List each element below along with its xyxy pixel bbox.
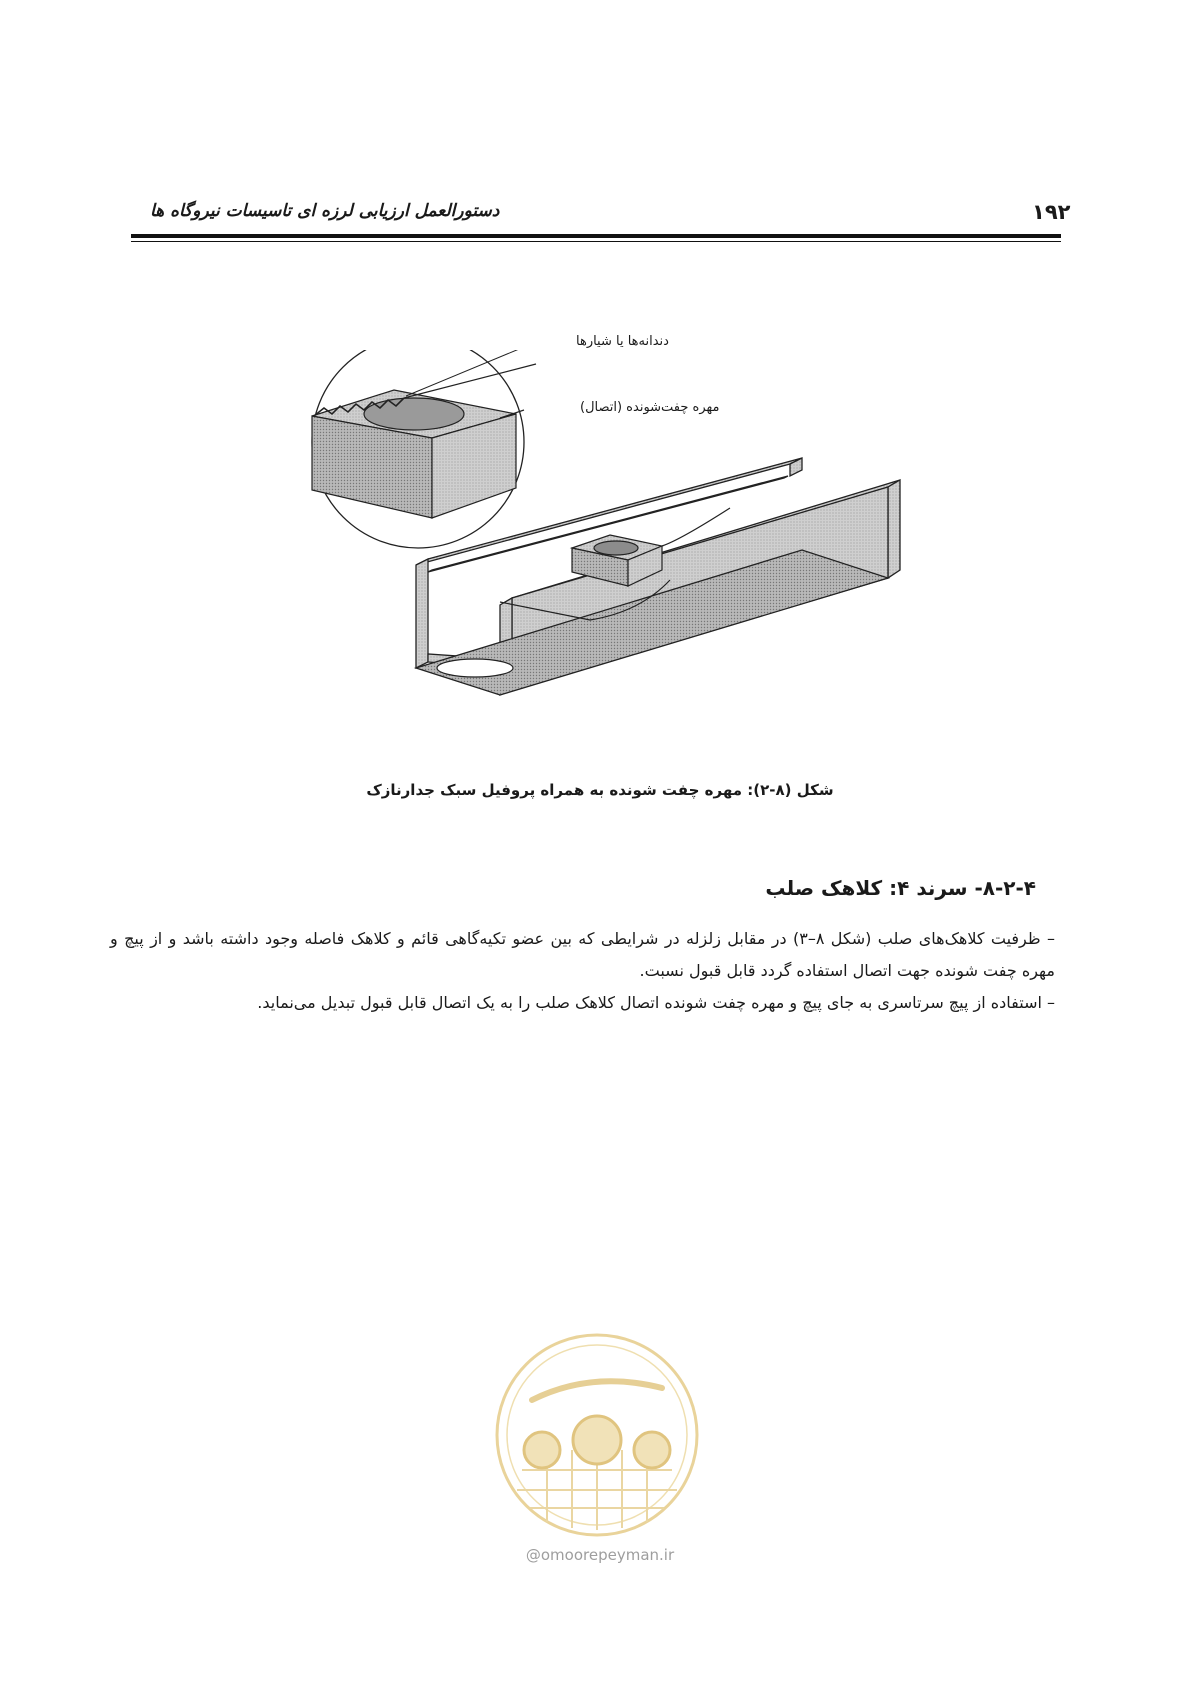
paragraph-2: – استفاده از پیچ سرتاسری به جای پیچ و مهره چفت شونده اتصال کلاهک صلب را به یک اتصال قابل قبول تبدیل می‌نماید. — [257, 993, 1055, 1012]
watermark-url: @omoorepeyman.ir — [525, 1546, 675, 1564]
figure-caption: شکل (۸-۲): مهره چفت شونده به همراه پروفیل سبک جدارنازک — [366, 781, 834, 799]
body-text — [110, 923, 1055, 1019]
scale-icon — [524, 1432, 560, 1468]
header-rule-thin — [131, 241, 1061, 242]
gear-icon — [573, 1416, 621, 1464]
figure — [310, 334, 910, 770]
paragraph-1: – ظرفیت کلاهک‌های صلب (شکل ۸–۳) در مقابل زلزله در شرایطی که بین عضو تکیه‌گاهی قائم و کلاهک فاصله وجود داشته باشد و از پیچ و مهره چفت شونده جهت اتصال استفاده گردد قابل قبول نسبت. — [110, 929, 1055, 980]
section-heading: ۸-۲-۴- سرند ۴: کلاهک صلب — [765, 876, 1036, 900]
running-title: دستورالعمل ارزیابی لرزه ای تاسیسات نیروگاه ها — [150, 201, 500, 221]
header-rule-thick — [131, 234, 1061, 238]
label-nut: مهره چفت‌شونده (اتصال) — [580, 400, 720, 415]
label-teeth: دندانه‌ها یا شیارها — [576, 334, 669, 349]
flask-icon — [634, 1432, 670, 1468]
page-number: ۱۹۲ — [1032, 200, 1071, 224]
channel-hole — [437, 659, 513, 677]
watermark-seal — [492, 1330, 702, 1540]
